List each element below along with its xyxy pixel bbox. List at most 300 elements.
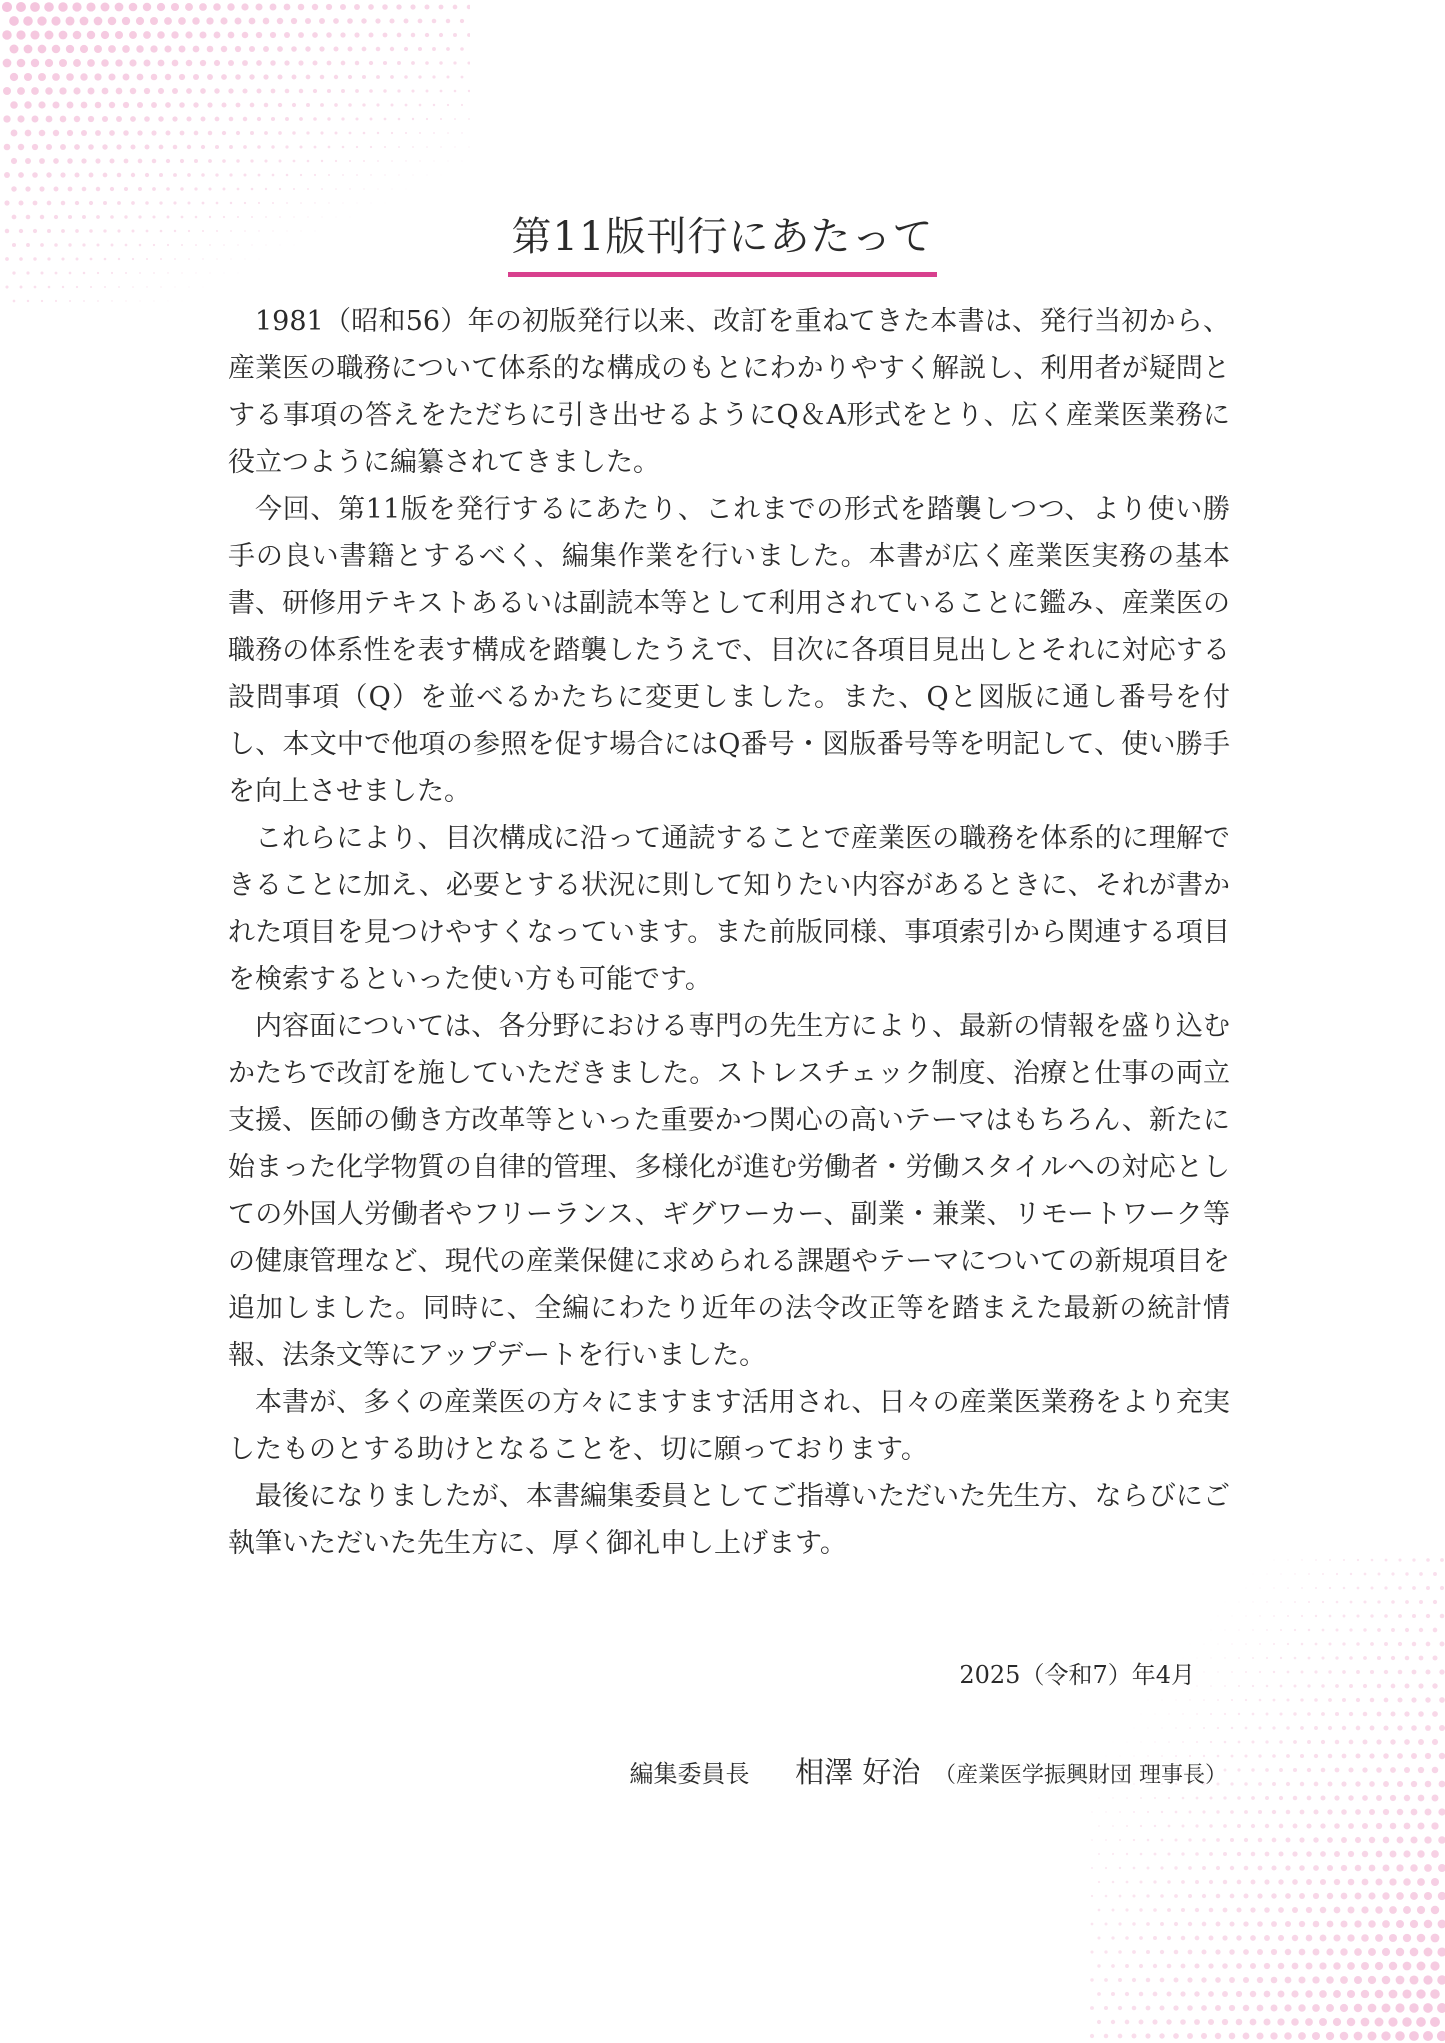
decorative-dot: [432, 47, 436, 51]
decorative-dot: [1244, 1810, 1248, 1814]
decorative-dot: [1258, 1866, 1263, 1871]
decorative-dot: [1383, 1837, 1390, 1844]
decorative-dot: [1369, 1753, 1374, 1758]
decorative-dot: [1349, 1712, 1353, 1716]
decorative-dot: [95, 158, 100, 163]
decorative-dot: [433, 160, 434, 161]
decorative-dot: [1439, 1781, 1445, 1788]
decorative-dot: [16, 30, 25, 39]
decorative-dot: [1398, 1642, 1402, 1646]
decorative-dot: [11, 158, 17, 164]
decorative-dot: [376, 47, 381, 52]
decorative-dot: [1307, 1684, 1310, 1687]
decorative-dot: [1278, 1935, 1284, 1941]
decorative-dot: [23, 16, 33, 26]
decorative-dot: [172, 116, 177, 121]
decorative-dot: [18, 144, 24, 150]
decorative-dot: [1147, 1867, 1150, 1870]
decorative-dot: [1239, 1602, 1240, 1603]
decorative-dot: [1196, 1685, 1197, 1686]
decorative-dot: [1237, 1768, 1240, 1771]
decorative-dot: [1293, 1824, 1298, 1829]
decorative-dot: [1132, 2006, 1137, 2011]
decorative-dot: [1377, 1600, 1380, 1603]
decorative-dot: [1167, 1992, 1172, 1997]
decorative-dot: [1395, 2003, 1404, 2012]
decorative-dot: [1389, 1878, 1396, 1885]
decorative-dot: [1257, 1949, 1263, 1955]
decorative-dot: [1252, 1713, 1255, 1716]
decorative-dot: [1280, 1573, 1281, 1574]
decorative-dot: [1140, 1853, 1143, 1856]
decorative-dot: [1361, 1990, 1369, 1998]
decorative-dot: [243, 173, 246, 176]
decorative-dot: [1285, 1865, 1290, 1870]
decorative-dot: [1403, 1850, 1410, 1857]
decorative-dot: [1126, 1825, 1128, 1827]
decorative-dot: [1398, 1614, 1402, 1618]
decorative-dot: [1215, 2033, 1221, 2039]
decorative-dot: [432, 19, 437, 24]
decorative-dot: [1403, 1906, 1411, 1914]
decorative-dot: [1349, 1684, 1353, 1688]
decorative-dot: [341, 89, 345, 93]
decorative-dot: [1265, 1796, 1269, 1800]
decorative-dot: [1263, 2018, 1270, 2025]
decorative-dot: [1327, 1865, 1333, 1871]
decorative-dot: [1417, 1850, 1424, 1857]
decorative-dot: [1383, 1753, 1389, 1759]
decorative-dot: [1196, 1797, 1199, 1800]
paragraph-6: 最後になりましたが、本書編集委員としてご指導いただいた先生方、ならびにご執筆いただいた先生方に、厚く御礼申し上げます。: [228, 1481, 1230, 1559]
decorative-dot: [1223, 1908, 1228, 1913]
decorative-dot: [411, 33, 416, 38]
decorative-dot: [199, 31, 206, 38]
decorative-dot: [1119, 1839, 1121, 1841]
decorative-dot: [1231, 1671, 1233, 1673]
decorative-dot: [1250, 1991, 1256, 1997]
decorative-dot: [1174, 1950, 1179, 1955]
decorative-dot: [201, 117, 206, 122]
decorative-dot: [1140, 1825, 1142, 1827]
decorative-dot: [165, 74, 171, 80]
decorative-dot: [349, 132, 352, 135]
decorative-dot: [1305, 2018, 1313, 2026]
decorative-dot: [1194, 2019, 1200, 2025]
paragraph-1: 1981（昭和56）年の初版発行以来、改訂を重ねてきた本書は、発行当初から、産業医の職務について体系的な構成のもとにわかりやすく解説し、利用者が疑問とする事項の答えをただちに引き出せるようにQ＆A形式をとり、広く産業医業務に役立つように編纂されてきました。: [228, 306, 1230, 478]
decorative-dot: [173, 145, 178, 150]
decorative-dot: [377, 160, 379, 162]
decorative-dot: [1313, 1837, 1318, 1842]
decorative-dot: [1278, 1907, 1284, 1913]
decorative-dot: [1306, 1935, 1313, 1942]
decorative-dot: [397, 33, 402, 38]
decorative-dot: [1113, 1742, 1114, 1743]
decorative-dot: [376, 75, 380, 79]
decorative-dot: [1286, 1810, 1291, 1815]
decorative-dot: [1098, 1797, 1099, 1798]
decorative-dot: [370, 118, 373, 121]
decorative-dot: [187, 145, 191, 149]
decorative-dot: [1354, 1976, 1362, 1984]
decorative-dot: [1091, 1867, 1093, 1869]
decorative-dot: [1362, 1879, 1369, 1886]
decorative-dot: [1238, 1741, 1241, 1744]
decorative-dot: [1252, 1657, 1254, 1659]
decorative-dot: [369, 33, 374, 38]
decorative-dot: [1279, 1768, 1283, 1772]
decorative-dot: [369, 89, 373, 93]
decorative-dot: [129, 31, 137, 39]
decorative-dot: [1409, 2003, 1418, 2012]
decorative-dot: [101, 3, 110, 12]
decorative-dot: [1340, 1948, 1347, 1955]
decorative-dot: [1321, 1684, 1324, 1687]
decorative-dot: [1294, 1657, 1297, 1660]
decorative-dot: [108, 17, 117, 26]
decorative-dot: [2, 2, 12, 12]
decorative-dot: [1112, 1853, 1114, 1855]
decorative-dot: [1314, 1670, 1317, 1673]
decorative-dot: [1426, 1586, 1430, 1590]
decorative-dot: [1091, 1895, 1093, 1897]
decorative-dot: [1243, 2005, 1250, 2012]
decorative-dot: [193, 102, 198, 107]
decorative-dot: [250, 131, 254, 135]
decorative-dot: [432, 75, 435, 78]
decorative-dot: [1439, 1669, 1444, 1674]
decorative-dot: [143, 31, 151, 39]
decorative-dot: [1389, 1906, 1397, 1914]
decorative-dot: [1348, 1795, 1353, 1800]
decorative-dot: [1355, 1893, 1362, 1900]
decorative-dot: [1350, 1601, 1353, 1604]
decorative-dot: [446, 75, 449, 78]
decorative-dot: [1147, 1839, 1150, 1842]
decorative-dot: [356, 174, 358, 176]
decorative-dot: [67, 130, 73, 136]
decorative-dot: [1187, 2005, 1193, 2011]
decorative-dot: [1105, 1867, 1107, 1869]
decorative-dot: [1376, 1823, 1382, 1829]
decorative-dot: [1438, 1892, 1445, 1900]
decorative-dot: [1286, 1698, 1289, 1701]
decorative-dot: [368, 4, 374, 10]
decorative-dot: [192, 17, 199, 24]
decorative-dot: [94, 17, 103, 26]
decorative-dot: [1148, 1700, 1149, 1701]
decorative-dot: [243, 145, 247, 149]
decorative-dot: [1182, 1741, 1184, 1743]
decorative-dot: [1301, 1615, 1303, 1617]
decorative-dot: [1376, 1767, 1382, 1773]
decorative-dot: [411, 89, 414, 92]
decorative-dot: [1335, 1684, 1339, 1688]
decorative-dot: [271, 145, 274, 148]
decorative-dot: [313, 61, 318, 66]
decorative-dot: [117, 173, 122, 178]
decorative-dot: [355, 89, 359, 93]
decorative-dot: [1111, 2020, 1115, 2024]
decorative-dot: [1418, 1739, 1424, 1745]
decorative-dot: [1118, 1978, 1122, 1982]
decorative-dot: [1418, 1795, 1425, 1802]
decorative-dot: [1308, 1573, 1310, 1575]
decorative-dot: [1271, 2005, 1278, 2012]
decorative-dot: [1419, 1572, 1423, 1576]
decorative-dot: [1362, 1795, 1368, 1801]
decorative-dot: [109, 130, 115, 136]
decorative-dot: [397, 61, 401, 65]
decorative-dot: [1209, 1852, 1213, 1856]
decorative-dot: [1334, 1795, 1339, 1800]
decorative-dot: [194, 159, 198, 163]
decorative-dot: [285, 117, 289, 121]
decorative-dot: [1293, 1796, 1298, 1801]
decorative-dot: [1285, 1893, 1291, 1899]
decorative-dot: [94, 73, 101, 80]
decorative-dot: [1299, 1865, 1305, 1871]
decorative-dot: [95, 130, 101, 136]
decorative-dot: [1313, 1893, 1319, 1899]
decorative-dot: [1243, 1949, 1249, 1955]
decorative-dot: [59, 31, 68, 40]
decorative-dot: [94, 45, 102, 53]
decorative-dot: [1105, 1923, 1108, 1926]
decorative-dot: [1390, 1851, 1397, 1858]
decorative-dot: [73, 87, 80, 94]
decorative-dot: [1104, 2006, 1108, 2010]
decorative-dot: [412, 118, 414, 120]
decorative-dot: [270, 32, 276, 38]
decorative-dot: [1319, 1962, 1326, 1969]
decorative-dot: [327, 89, 331, 93]
decorative-dot: [405, 160, 406, 161]
decorative-dot: [1132, 1950, 1136, 1954]
decorative-dot: [1231, 1699, 1233, 1701]
decorative-dot: [1390, 1767, 1396, 1773]
decorative-dot: [1146, 1894, 1149, 1897]
decorative-dot: [1189, 1811, 1192, 1814]
decorative-dot: [291, 46, 297, 52]
decorative-dot: [1361, 2018, 1370, 2027]
decorative-dot: [1090, 2034, 1094, 2038]
decorative-dot: [363, 132, 366, 135]
decorative-dot: [1370, 1698, 1375, 1703]
decorative-dot: [1405, 1684, 1410, 1689]
decorative-dot: [1229, 1977, 1235, 1983]
decorative-dot: [1333, 1990, 1341, 1998]
decorative-dot: [1306, 1851, 1312, 1857]
decorative-dot: [137, 74, 144, 81]
decorative-dot: [1327, 1893, 1333, 1899]
decorative-dot: [1194, 1963, 1199, 1968]
decorative-dot: [1173, 2033, 1179, 2039]
decorative-dot: [1266, 1685, 1269, 1688]
decorative-dot: [180, 131, 185, 136]
decorative-dot: [439, 33, 443, 37]
decorative-dot: [1140, 1797, 1142, 1799]
decorative-dot: [138, 159, 143, 164]
decorative-dot: [1287, 1643, 1289, 1645]
decorative-dot: [419, 104, 422, 107]
decorative-dot: [1146, 1922, 1150, 1926]
decorative-dot: [157, 3, 165, 11]
decorative-dot: [390, 47, 394, 51]
decorative-dot: [137, 130, 142, 135]
decorative-dot: [1167, 1964, 1172, 1969]
decorative-dot: [1320, 1879, 1326, 1885]
decorative-dot: [1201, 2033, 1207, 2039]
decorative-dot: [136, 17, 144, 25]
decorative-dot: [1397, 1781, 1403, 1787]
decorative-dot: [1250, 2019, 1257, 2026]
decorative-dot: [1210, 1741, 1212, 1743]
decorative-dot: [1111, 1964, 1115, 1968]
decorative-dot: [1418, 1711, 1424, 1717]
decorative-dot: [1403, 1878, 1411, 1886]
decorative-dot: [1286, 1782, 1290, 1786]
decorative-dot: [1306, 1879, 1312, 1885]
decorative-dot: [1266, 1601, 1267, 1602]
decorative-dot: [1265, 1740, 1268, 1743]
decorative-dot: [1218, 1616, 1219, 1617]
decorative-dot: [1285, 1921, 1291, 1927]
decorative-dot: [81, 158, 86, 163]
decorative-dot: [1287, 1615, 1289, 1617]
decorative-dot: [405, 132, 407, 134]
decorative-dot: [222, 131, 226, 135]
decorative-dot: [1168, 1825, 1171, 1828]
decorative-dot: [1097, 1936, 1100, 1939]
decorative-dot: [1201, 1949, 1206, 1954]
decorative-dot: [1382, 1892, 1389, 1899]
decorative-dot: [1363, 1684, 1367, 1688]
decorative-dot: [1314, 1726, 1318, 1730]
decorative-dot: [18, 172, 24, 178]
decorative-dot: [1243, 1977, 1249, 1983]
decorative-dot: [242, 32, 249, 39]
decorative-dot: [194, 131, 199, 136]
decorative-dot: [1273, 1587, 1274, 1588]
decorative-dot: [53, 130, 59, 136]
decorative-dot: [60, 172, 65, 177]
decorative-dot: [1425, 1669, 1430, 1674]
decorative-dot: [1173, 2005, 1178, 2010]
decorative-dot: [1098, 1909, 1101, 1912]
decorative-dot: [1259, 1671, 1261, 1673]
decorative-dot: [1362, 1767, 1367, 1772]
decorative-dot: [1105, 1839, 1107, 1841]
decorative-dot: [468, 90, 470, 92]
decorative-dot: [80, 17, 89, 26]
decorative-dot: [1341, 1837, 1347, 1843]
decorative-dot: [1334, 1823, 1340, 1829]
decorative-dot: [384, 146, 386, 148]
decorative-dot: [1252, 1685, 1254, 1687]
decorative-dot: [328, 146, 331, 149]
decorative-dot: [108, 73, 115, 80]
decorative-dot: [1437, 1975, 1445, 1985]
decorative-dot: [1279, 1740, 1283, 1744]
decorative-dot: [1370, 1642, 1374, 1646]
decorative-dot: [418, 47, 422, 51]
decorative-dot: [46, 172, 51, 177]
decorative-dot: [1313, 1809, 1318, 1814]
decorative-dot: [1284, 2004, 1291, 2011]
decorative-dot: [1426, 1558, 1430, 1562]
decorative-dot: [1425, 1697, 1430, 1702]
decorative-dot: [327, 61, 332, 66]
decorative-dot: [1404, 1711, 1409, 1716]
decorative-dot: [1314, 1698, 1318, 1702]
decorative-dot: [1377, 1712, 1382, 1717]
decorative-dot: [1284, 2032, 1292, 2040]
decorative-dot: [384, 174, 385, 175]
decorative-dot: [1251, 1768, 1254, 1771]
decorative-dot: [1368, 1976, 1376, 1984]
decorative-dot: [1145, 2033, 1150, 2038]
decorative-dot: [1181, 1936, 1185, 1940]
decorative-dot: [31, 59, 39, 67]
decorative-dot: [151, 102, 157, 108]
decorative-dot: [1097, 2020, 1101, 2024]
decorative-dot: [179, 46, 186, 53]
decorative-dot: [109, 102, 115, 108]
decorative-dot: [1259, 1587, 1260, 1588]
decorative-dot: [1195, 1824, 1198, 1827]
decorative-dot: [206, 17, 213, 24]
decorative-dot: [166, 131, 171, 136]
decorative-dot: [208, 131, 213, 136]
decorative-dot: [1161, 1811, 1163, 1813]
decorative-dot: [1354, 2032, 1363, 2041]
decorative-dot: [1403, 1934, 1411, 1942]
decorative-dot: [1326, 1976, 1334, 1984]
decorative-dot: [1245, 1671, 1247, 1673]
decorative-dot: [9, 16, 19, 26]
decorative-dot: [1091, 1839, 1093, 1841]
decorative-dot: [172, 60, 179, 67]
decorative-dot: [1147, 1811, 1149, 1813]
decorative-dot: [299, 117, 303, 121]
decorative-dot: [236, 159, 239, 162]
decorative-dot: [299, 89, 303, 93]
decorative-dot: [1187, 2033, 1193, 2039]
decorative-dot: [427, 175, 428, 176]
decorative-dot: [1271, 1949, 1277, 1955]
decorative-dot: [348, 47, 353, 52]
decorative-dot: [1243, 2033, 1250, 2040]
decorative-dot: [1305, 1962, 1312, 1969]
decorative-dot: [1160, 1950, 1164, 1954]
decorative-dot: [1125, 1992, 1129, 1996]
decorative-dot: [1250, 1963, 1256, 1969]
decorative-dot: [179, 74, 185, 80]
publication-date: 2025（令和7）年4月: [959, 1661, 1195, 1689]
decorative-dot: [143, 59, 150, 66]
decorative-dot: [1328, 1670, 1331, 1673]
decorative-dot: [1154, 1853, 1157, 1856]
decorative-dot: [102, 88, 109, 95]
decorative-dot: [1356, 1670, 1360, 1674]
decorative-dot: [207, 46, 214, 53]
decorative-dot: [1119, 1895, 1122, 1898]
decorative-dot: [1245, 1727, 1248, 1730]
decorative-dot: [11, 130, 18, 137]
decorative-dot: [1160, 1922, 1164, 1926]
decorative-dot: [1154, 1797, 1156, 1799]
